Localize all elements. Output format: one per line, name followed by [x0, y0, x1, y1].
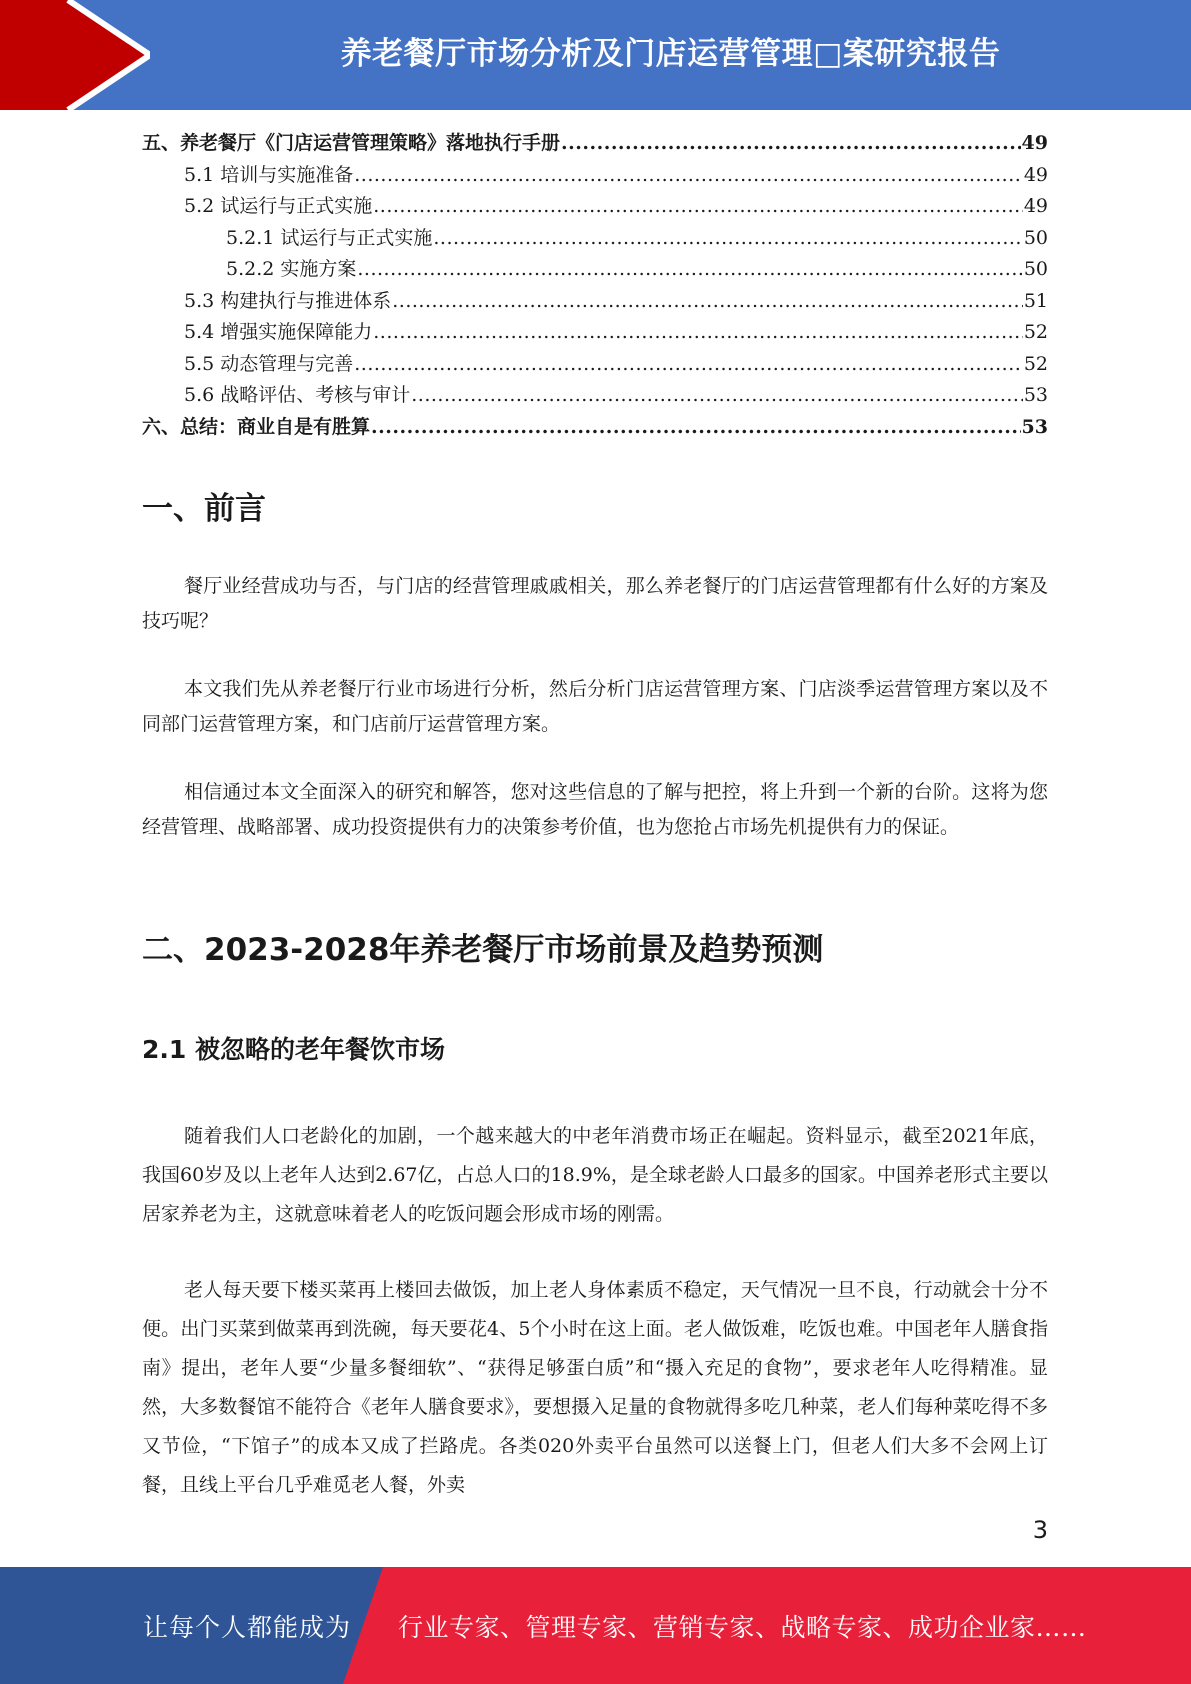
header-red-chevron — [0, 0, 150, 110]
toc-dot-leader — [561, 128, 1021, 160]
page-footer — [0, 1567, 1191, 1684]
paragraph: 相信通过本文全面深入的研究和解答，您对这些信息的了解与把控，将上升到一个新的台阶。这将为您经营管理、战略部署、成功投资提供有力的决策参考价值，也为您抢占市场先机提供有力的保证。 — [142, 781, 1048, 838]
subsection-heading-elderly-dining: 2.1 被忽略的老年餐饮市场 — [142, 1035, 445, 1064]
section-heading-preface: 一、前言 — [142, 491, 266, 527]
toc-entry[interactable] — [142, 380, 1048, 412]
toc-dot-leader — [357, 254, 1022, 286]
toc-entry-page: 50 — [1023, 226, 1048, 249]
toc-entry[interactable] — [142, 191, 1048, 223]
toc-dot-leader — [371, 412, 1021, 444]
toc-entry-page: 52 — [1023, 321, 1048, 343]
report-title: 养老餐厅市场分析及门店运营管理□案研究报告 — [340, 35, 1001, 72]
toc-entry-page: 53 — [1021, 415, 1048, 438]
toc-entry-page: 49 — [1023, 195, 1048, 217]
toc-dot-leader — [354, 349, 1023, 381]
toc-entry[interactable] — [142, 286, 1048, 318]
paragraph: 老人每天要下楼买菜再上楼回去做饭，加上老人身体素质不稳定，天气情况一旦不良，行动就会十分不便。出门买菜到做菜再到洗碗，每天要花4、5个小时在这上面。老人做饭难，吃饭也难。中国老年人膳食指南》提出，老年人要“少量多餐细软”、“获得足够蛋白质”和“摄入充足的食物”，要求老年人吃得精准。显然，大多数餐馆不能符合《老年人膳食要求》，要想摄入足量的食物就得多吃几种菜，老人们每种菜吃得不多又节俭，“下馆子”的成本又成了拦路虎。各类020外卖平台虽然可以送餐上门，但老人们大多不会网上订餐，且线上平台几乎难觅老人餐，外卖 — [142, 1279, 1048, 1496]
toc-entry-page: 49 — [1021, 132, 1048, 154]
toc-entry-page: 51 — [1023, 289, 1048, 312]
section-heading-market-outlook: 二、2023-2028年养老餐厅市场前景及趋势预测 — [142, 932, 824, 968]
toc-entry-label: 5.2.2 实施方案 — [226, 258, 357, 280]
page-header — [0, 0, 1191, 110]
toc-entry-label: 5.2 试运行与正式实施 — [184, 195, 373, 217]
toc-entry[interactable] — [142, 254, 1048, 286]
toc-entry-page: 49 — [1023, 163, 1048, 186]
toc-dot-leader — [373, 317, 1023, 349]
toc-entry-page: 52 — [1023, 352, 1048, 375]
paragraph: 随着我们人口老龄化的加剧，一个越来越大的中老年消费市场正在崛起。资料显示，截至2021年底，我国60岁及以上老年人达到2.67亿，占总人口的18.9%，是全球老龄人口最多的国家。中国养老形式主要以居家养老为主，这就意味着老人的吃饭问题会形成市场的刚需。 — [142, 1125, 1048, 1225]
toc-entry-page: 50 — [1023, 258, 1048, 280]
toc-entry[interactable] — [142, 128, 1048, 160]
paragraph: 餐厅业经营成功与否，与门店的经营管理戚戚相关，那么养老餐厅的门店运营管理都有什么好的方案及技巧呢？ — [142, 575, 1048, 632]
toc-entry[interactable] — [142, 349, 1048, 381]
footer-slogan-right: 行业专家、管理专家、营销专家、战略专家、成功企业家…… — [398, 1612, 1087, 1642]
toc-dot-leader — [411, 380, 1023, 412]
toc-dot-leader — [392, 286, 1023, 318]
toc-entry-page: 53 — [1023, 384, 1048, 406]
toc-entry[interactable] — [142, 317, 1048, 349]
table-of-contents — [142, 128, 1048, 443]
toc-dot-leader — [354, 160, 1023, 192]
toc-dot-leader — [373, 191, 1023, 223]
toc-entry-label: 5.3 构建执行与推进体系 — [184, 289, 392, 312]
toc-entry[interactable] — [142, 223, 1048, 255]
footer-slogan-left: 让每个人都能成为 — [143, 1612, 352, 1642]
toc-entry-label: 5.6 战略评估、考核与审计 — [184, 384, 411, 406]
toc-entry[interactable] — [142, 412, 1048, 444]
toc-entry-label: 5.2.1 试运行与正式实施 — [226, 226, 433, 249]
toc-entry[interactable] — [142, 160, 1048, 192]
paragraph: 本文我们先从养老餐厅行业市场进行分析，然后分析门店运营管理方案、门店淡季运营管理方案以及不同部门运营管理方案，和门店前厅运营管理方案。 — [142, 678, 1048, 735]
toc-entry-label: 5.4 增强实施保障能力 — [184, 321, 373, 343]
toc-entry-label: 六、总结：商业自是有胜算 — [142, 415, 371, 438]
toc-entry-label: 5.1 培训与实施准备 — [184, 163, 354, 186]
page-number: 3 — [1032, 1516, 1048, 1544]
toc-entry-label: 5.5 动态管理与完善 — [184, 352, 354, 375]
toc-entry-label: 五、养老餐厅《门店运营管理策略》落地执行手册 — [142, 132, 561, 154]
toc-dot-leader — [433, 223, 1022, 255]
